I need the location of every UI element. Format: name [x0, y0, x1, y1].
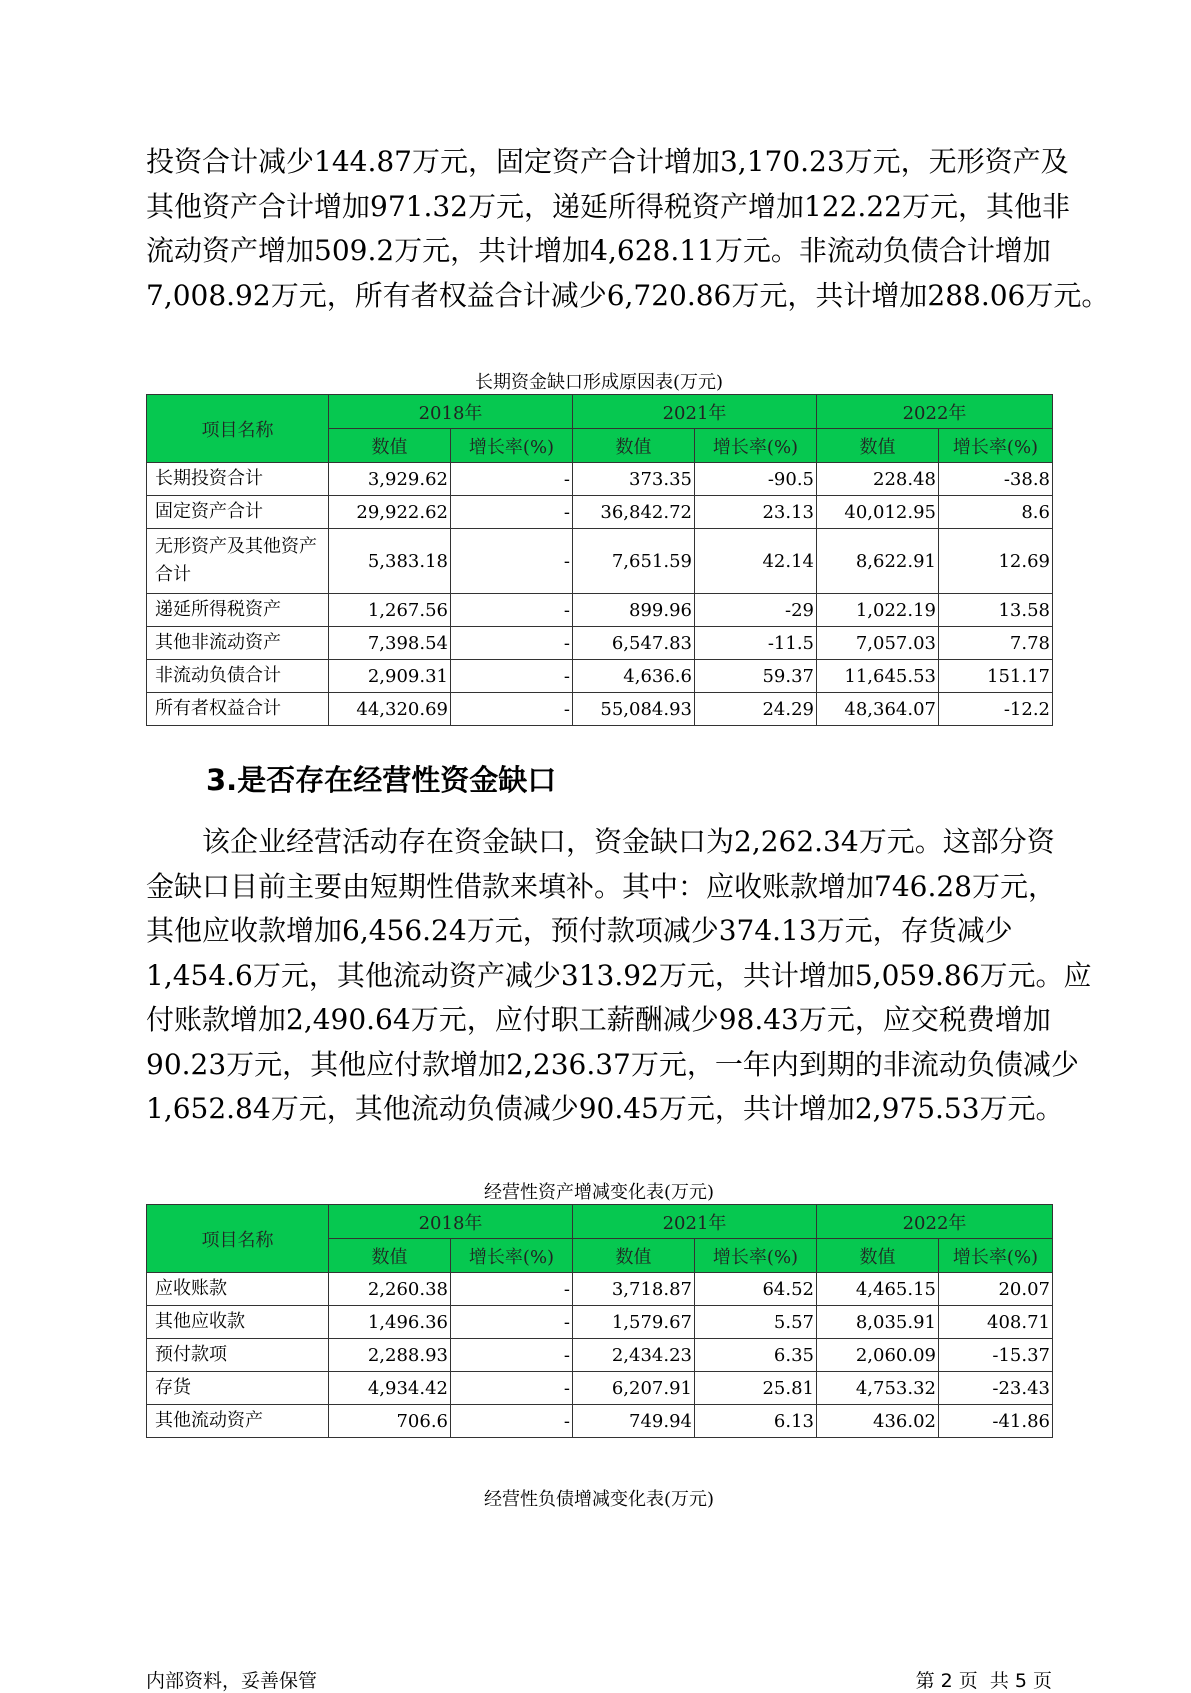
- header-value: 数值: [817, 429, 939, 463]
- cell: 6.13: [695, 1405, 817, 1438]
- header-item-name: 项目名称: [147, 1205, 329, 1273]
- table-row: [147, 1405, 1053, 1438]
- header-year: 2021年: [573, 1205, 817, 1239]
- cell: 20.07: [939, 1273, 1053, 1306]
- cell: -41.86: [939, 1405, 1053, 1438]
- row-name: 其他应收款: [147, 1306, 329, 1339]
- header-year: 2021年: [573, 395, 817, 429]
- cell: -15.37: [939, 1339, 1053, 1372]
- row-name: 其他非流动资产: [147, 627, 329, 660]
- text-line: 其他资产合计增加971.32万元，递延所得税资产增加122.22万元，其他非: [146, 189, 1070, 223]
- table-row: [147, 529, 1053, 594]
- cell: 6.35: [695, 1339, 817, 1372]
- table3-caption: 经营性负债增减变化表(万元): [483, 1489, 715, 1510]
- header-year: 2022年: [817, 395, 1053, 429]
- cell: 7,651.59: [573, 529, 695, 594]
- cell: 6,207.91: [573, 1372, 695, 1405]
- cell: 25.81: [695, 1372, 817, 1405]
- table-row: [147, 660, 1053, 693]
- row-name: 非流动负债合计: [147, 660, 329, 693]
- cell: -: [451, 1306, 573, 1339]
- cell: 408.71: [939, 1306, 1053, 1339]
- cell: -: [451, 693, 573, 726]
- cell: 8,622.91: [817, 529, 939, 594]
- row-name: 递延所得税资产: [147, 594, 329, 627]
- cell: 40,012.95: [817, 496, 939, 529]
- cell: -: [451, 627, 573, 660]
- body-paragraph: [146, 820, 1092, 1132]
- cell: 7.78: [939, 627, 1053, 660]
- text-line: 该企业经营活动存在资金缺口，资金缺口为2,262.34万元。这部分资: [146, 825, 1055, 858]
- cell: -90.5: [695, 463, 817, 496]
- header-value: 数值: [573, 1239, 695, 1273]
- cell: -38.8: [939, 463, 1053, 496]
- cell: 64.52: [695, 1273, 817, 1306]
- cell: 6,547.83: [573, 627, 695, 660]
- cell: -12.2: [939, 693, 1053, 726]
- cell: 4,753.32: [817, 1372, 939, 1405]
- cell: 2,288.93: [329, 1339, 451, 1372]
- header-growth: 增长率(%): [695, 429, 817, 463]
- table-row: [147, 496, 1053, 529]
- row-name: 应收账款: [147, 1273, 329, 1306]
- row-name: 长期投资合计: [147, 463, 329, 496]
- header-value: 数值: [817, 1239, 939, 1273]
- text-line: 付账款增加2,490.64万元，应付职工薪酬减少98.43万元，应交税费增加: [146, 1003, 1051, 1036]
- cell: 373.35: [573, 463, 695, 496]
- table-row: [147, 1339, 1053, 1372]
- table-row: [147, 1372, 1053, 1405]
- header-year: 2018年: [329, 395, 573, 429]
- cell: 1,022.19: [817, 594, 939, 627]
- header-year: 2018年: [329, 1205, 573, 1239]
- header-growth: 增长率(%): [695, 1239, 817, 1273]
- table-row: [147, 463, 1053, 496]
- header-value: 数值: [573, 429, 695, 463]
- cell: 2,909.31: [329, 660, 451, 693]
- operating-assets-table: [146, 1204, 1053, 1438]
- cell: -: [451, 1273, 573, 1306]
- header-growth: 增长率(%): [939, 429, 1053, 463]
- header-value: 数值: [329, 429, 451, 463]
- cell: 13.58: [939, 594, 1053, 627]
- header-growth: 增长率(%): [451, 429, 573, 463]
- cell: 23.13: [695, 496, 817, 529]
- intro-paragraph: [146, 140, 1110, 318]
- row-name: 固定资产合计: [147, 496, 329, 529]
- cell: 59.37: [695, 660, 817, 693]
- row-name: 所有者权益合计: [147, 693, 329, 726]
- cell: -23.43: [939, 1372, 1053, 1405]
- cell: 24.29: [695, 693, 817, 726]
- cell: 436.02: [817, 1405, 939, 1438]
- cell: 151.17: [939, 660, 1053, 693]
- header-item-name: 项目名称: [147, 395, 329, 463]
- cell: -: [451, 496, 573, 529]
- header-year: 2022年: [817, 1205, 1053, 1239]
- cell: 2,260.38: [329, 1273, 451, 1306]
- text-line: 7,008.92万元，所有者权益合计减少6,720.86万元，共计增加288.06万元。: [146, 278, 1110, 312]
- cell: 1,267.56: [329, 594, 451, 627]
- cell: -: [451, 529, 573, 594]
- text-line: 其他应收款增加6,456.24万元，预付款项减少374.13万元，存货减少: [146, 914, 1013, 947]
- text-line: 金缺口目前主要由短期性借款来填补。其中：应收账款增加746.28万元，: [146, 869, 1056, 903]
- cell: 5,383.18: [329, 529, 451, 594]
- text-line: 1,652.84万元，其他流动负债减少90.45万元，共计增加2,975.53万元。: [146, 1092, 1064, 1125]
- cell: 36,842.72: [573, 496, 695, 529]
- header-growth: 增长率(%): [939, 1239, 1053, 1273]
- cell: 3,718.87: [573, 1273, 695, 1306]
- cell: -: [451, 594, 573, 627]
- cell: 899.96: [573, 594, 695, 627]
- cell: -: [451, 463, 573, 496]
- cell: 8.6: [939, 496, 1053, 529]
- cell: 8,035.91: [817, 1306, 939, 1339]
- cell: 228.48: [817, 463, 939, 496]
- cell: 7,057.03: [817, 627, 939, 660]
- cell: 3,929.62: [329, 463, 451, 496]
- cell: 749.94: [573, 1405, 695, 1438]
- text-line: 流动资产增加509.2万元，共计增加4,628.11万元。非流动负债合计增加: [146, 234, 1051, 267]
- row-name: 存货: [147, 1372, 329, 1405]
- cell: 2,060.09: [817, 1339, 939, 1372]
- table-row: [147, 627, 1053, 660]
- cell: 1,496.36: [329, 1306, 451, 1339]
- row-name: 无形资产及其他资产合计: [147, 529, 329, 594]
- footer-page-number: 第 2 页 共 5 页: [915, 1670, 1052, 1692]
- cell: 706.6: [329, 1405, 451, 1438]
- cell: -: [451, 1372, 573, 1405]
- cell: 4,465.15: [817, 1273, 939, 1306]
- cell: 11,645.53: [817, 660, 939, 693]
- cell: -: [451, 1339, 573, 1372]
- cell: 2,434.23: [573, 1339, 695, 1372]
- cell: 12.69: [939, 529, 1053, 594]
- cell: 7,398.54: [329, 627, 451, 660]
- cell: -11.5: [695, 627, 817, 660]
- row-name: 预付款项: [147, 1339, 329, 1372]
- footer-left: 内部资料，妥善保管: [146, 1670, 318, 1692]
- table-row: [147, 693, 1053, 726]
- cell: 48,364.07: [817, 693, 939, 726]
- cell: 55,084.93: [573, 693, 695, 726]
- cell: -: [451, 1405, 573, 1438]
- cell: 44,320.69: [329, 693, 451, 726]
- cell: 5.57: [695, 1306, 817, 1339]
- table-row: [147, 1306, 1053, 1339]
- cell: 29,922.62: [329, 496, 451, 529]
- cell: 1,579.67: [573, 1306, 695, 1339]
- cell: -29: [695, 594, 817, 627]
- table2-caption: 经营性资产增减变化表(万元): [483, 1182, 715, 1203]
- header-value: 数值: [329, 1239, 451, 1273]
- cell: 42.14: [695, 529, 817, 594]
- text-line: 投资合计减少144.87万元，固定资产合计增加3,170.23万元，无形资产及: [146, 145, 1069, 178]
- row-name: 其他流动资产: [147, 1405, 329, 1438]
- text-line: 90.23万元，其他应付款增加2,236.37万元，一年内到期的非流动负债减少: [146, 1047, 1079, 1081]
- long-term-funding-gap-table: [146, 394, 1053, 726]
- section-title: 3.是否存在经营性资金缺口: [206, 763, 557, 797]
- table1-caption: 长期资金缺口形成原因表(万元): [474, 372, 724, 393]
- cell: 4,934.42: [329, 1372, 451, 1405]
- cell: 4,636.6: [573, 660, 695, 693]
- table-row: [147, 594, 1053, 627]
- table-row: [147, 1273, 1053, 1306]
- cell: -: [451, 660, 573, 693]
- header-growth: 增长率(%): [451, 1239, 573, 1273]
- text-line: 1,454.6万元，其他流动资产减少313.92万元，共计增加5,059.86万元。应: [146, 958, 1092, 992]
